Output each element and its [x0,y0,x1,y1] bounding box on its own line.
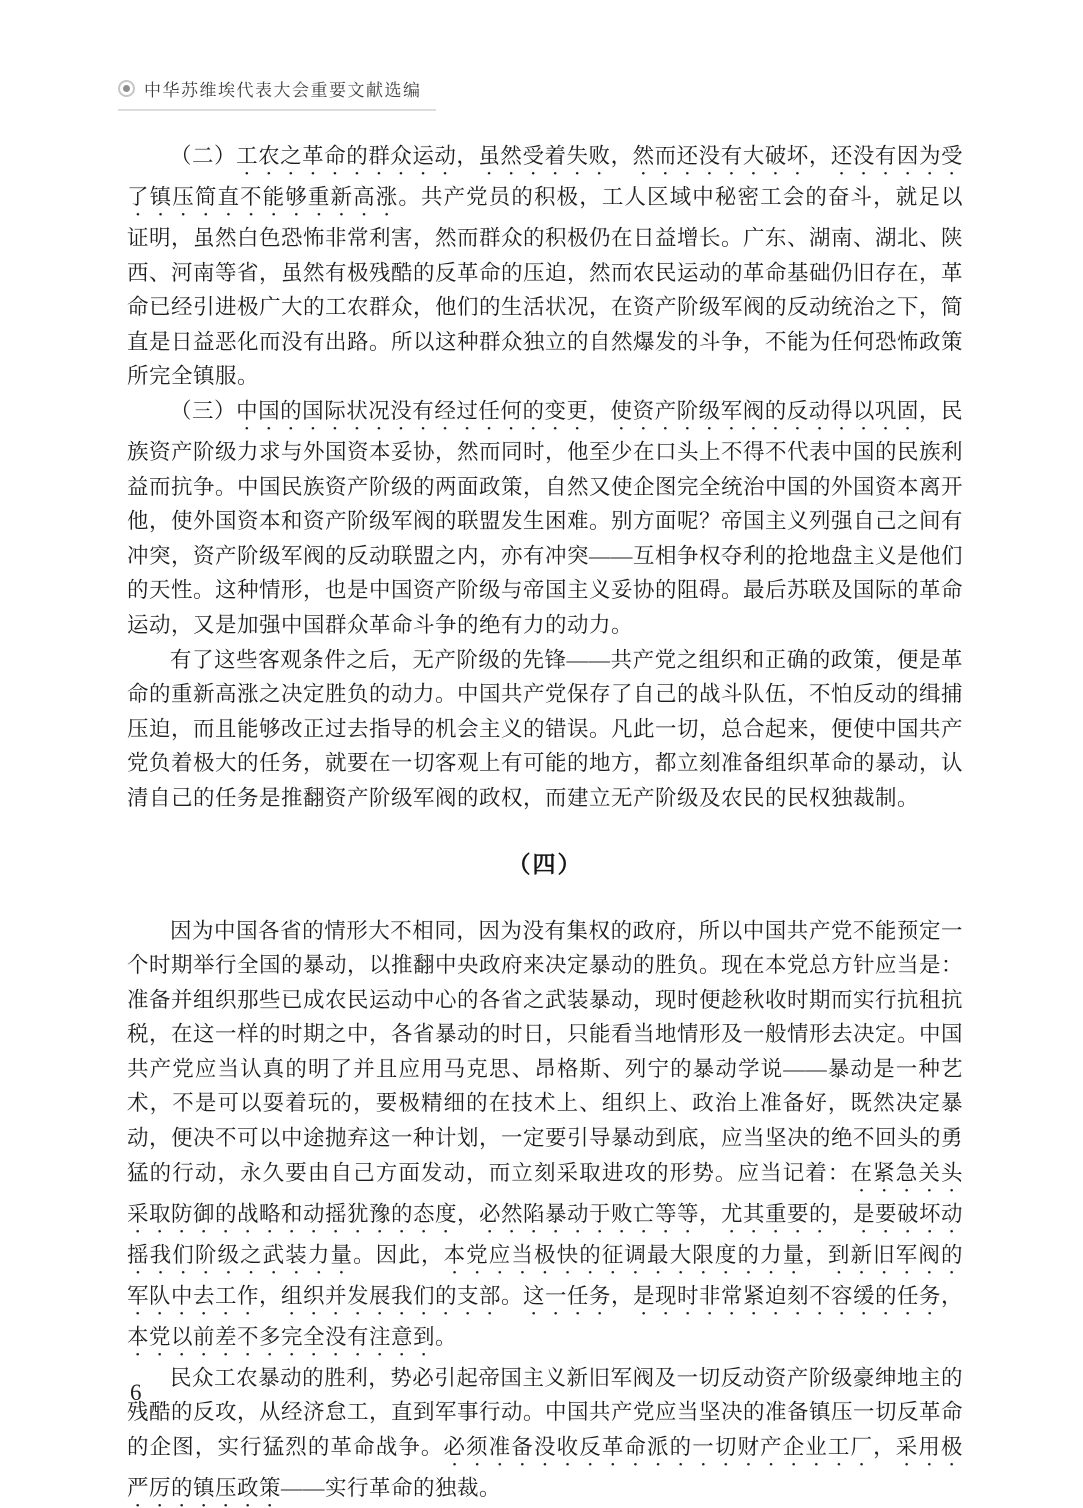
emphasized-text: 中国的国际状况没有经过任何的变更，使资产阶级军阀的反动得以巩固 [236,398,919,423]
paragraph [127,1361,963,1508]
running-header [118,76,436,111]
document-body [127,139,963,1508]
body-text: ，民族资产阶级力求与外国资本妥协，然而同时，他至少在口头上不得不代表中国的民族利益而抗争。中国民族资产阶级的两面政策，自然又使企图完全统治中国的外国资本离开他，使外国资本和资产阶级军阀的联盟发生困难。别方面呢？帝国主义列强自己之间有冲突，资产阶级军阀的反动联盟之内，亦有冲突——互相争权夺利的抢地盘主义是他们的天性。这种情形，也是中国资产阶级与帝国主义妥协的阻碍。最后苏联及国际的革命运动，又是加强中国群众革命斗争的绝有力的动力。 [127,398,964,637]
body-text: 有了这些客观条件之后，无产阶级的先锋——共产党之组织和正确的政策，便是革命的重新高涨之决定胜负的动力。中国共产党保存了自己的战斗队伍，不怕反动的缉捕压迫，而且能够改正过去指导的机会主义的错误。凡此一切，总合起来，便使中国共产党负着极大的任务，就要在一切客观上有可能的地方，都立刻准备组织革命的暴动，认清自己的任务是推翻资产阶级军阀的政权，而建立无产阶级及农民的民权独裁制。 [127,647,964,810]
section-heading: （四） [507,851,583,877]
paragraph [127,139,963,394]
body-text: 。共产党员的积极，工人区域中秘密工会的奋斗，就足以证明，虽然白色恐怖非常利害，然而群众的积极仍在日益增长。广东、湖南、湖北、陕西、河南等省，虽然有极残酷的反革命的压迫，然而农民运动的革命基础仍旧存在，革命已经引进极广大的工农群众，他们的生活状况，在资产阶级军阀的反动统治之下，简直是日益恶化而没有出路。所以这种群众独立的自然爆发的斗争，不能为任何恐怖政策所完全镇服。 [127,185,964,389]
section-four-text [127,914,963,1508]
section-three-text [127,139,963,816]
body-text: （三） [170,398,237,423]
body-text: 因此， [375,1242,444,1267]
emphasized-text: 工农之革命的群众运动，虽然受着失败，然而还没有大破坏，还没有因为受了镇压简直不能够重新高涨 [127,144,963,209]
emphasized-text: 本党应当极快的征调最大限度的力量，到新旧军阀的军队中去工作，组织并发展我们的支部。这一任务，是现时非常紧迫刻不容缓的任务，本党以前差不多完全没有注意到。 [127,1242,964,1349]
header-title: 中华苏维埃代表大会重要文献选编 [144,81,422,100]
paragraph [127,394,963,643]
paragraph [127,914,963,1361]
page-number: 6 [130,1380,142,1405]
body-text: 因为中国各省的情形大不相同，因为没有集权的政府，所以中国共产党不能预定一个时期举行全国的暴动，以推翻中央政府来决定暴动的胜负。现在本党总方针应当是：准备并组织那些已成农民运动中心的各省之武装暴动，现时便趁秋收时期而实行抗租抗税，在这一样的时期之中，各省暴动的时日，只能看当地情形及一般情形去决定。中国共产党应当认真的明了并且应用马克思、昂格斯、列宁的暴动学说——暴动是一种艺术，不是可以耍着玩的，要极精细的在技术上、组织上、政治上准备好，既然决定暴动，便决不可以中途抛弃这一种计划，一定要引导暴动到底，应当坚决的绝不回头的勇猛的行动，永久要由自己方面发动，而立刻采取进攻的形势。应当记着： [127,918,964,1185]
body-text: 民众工农暴动的胜利，势必引起帝国主义新旧军阀及一切反动资产阶级豪绅地主的残酷的反攻，从经济怠工，直到军事行动。中国共产党应当坚决的准备镇压一切反革命的企图，实行猛烈的革命战争。 [127,1365,964,1459]
body-text: （二） [170,144,237,168]
body-text: ——实行革命的独裁。 [281,1475,502,1500]
bullet-circle-icon [118,80,135,97]
emphasized-text: 在紧急关头采取防御的战略和动摇犹豫的态度，必然陷暴动于败亡等等，尤其重要的，是要破坏动摇我们阶级之武装力量。 [127,1160,964,1267]
bullet-circle-dot [123,85,130,92]
paragraph [127,643,963,816]
emphasized-text: 必须准备没收反革命派的一切财产企业工厂，采用极严厉的镇压政策 [127,1434,963,1500]
